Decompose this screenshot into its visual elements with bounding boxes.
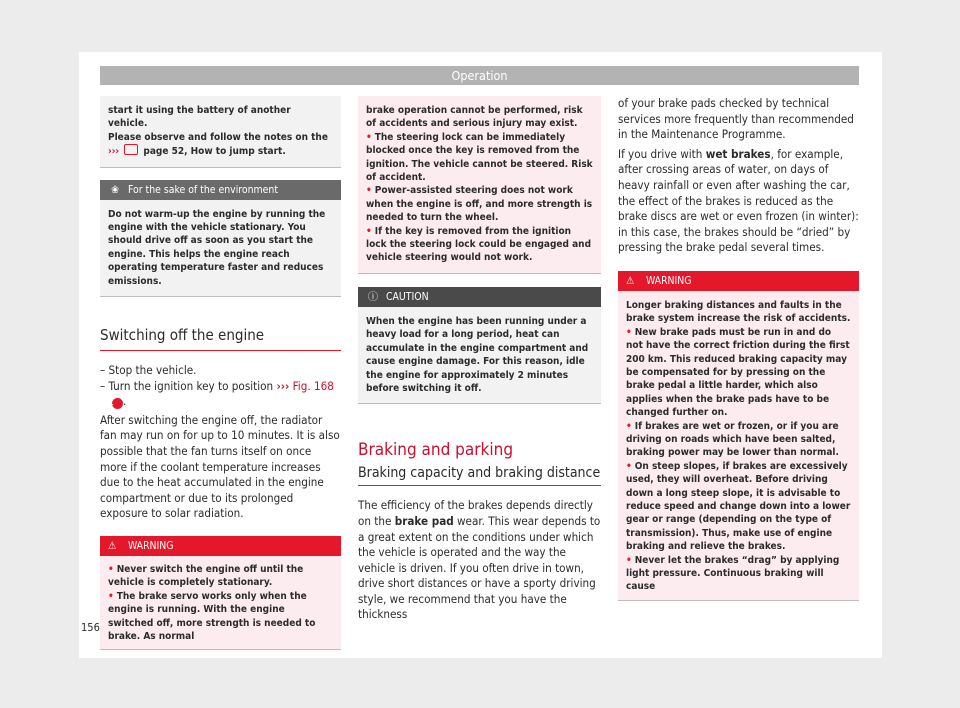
para-pre: The efficiency of the brakes depends directly on the [358, 498, 593, 528]
environment-text: Do not warm-up the engine by running the engine with the vehicle stationary. You should drive off as soon as you start the engine. This helps the engine reach operating temperature faster and reduces emissions. [108, 208, 326, 287]
page-link[interactable] [108, 144, 333, 158]
warning-2-bullet-3: • On steep slopes, if brakes are excessively used, they will overheat. Before driving down a long steep slope, it is advisable to reduce speed and change down into a lower gear or range (depending on the type of transmission). Thus, make use of engine braking and relieve the brakes. [626, 460, 851, 553]
column-3 [618, 96, 859, 601]
warning-cont-bullet-2-text: Power-assisted steering does not work when the engine is off, and more strength is needed to turn the wheel. [366, 185, 593, 224]
warning-box-2 [618, 271, 859, 601]
fig-link[interactable]: Fig. 168 [292, 378, 334, 393]
warning-1-bullet-2: • The brake servo works only when the engine is running. With the engine switched off, more strength is needed to brake. As normal [108, 590, 316, 643]
warning-2-bullet-2: • If brakes are wet or frozen, or if you are driving on roads which have been salted, braking power may be lower than normal. [626, 420, 839, 459]
warning-header-1 [100, 536, 341, 556]
col3-paragraph-1: of your brake pads checked by technical services more frequently than recommended in the Maintenance Programme. [618, 96, 854, 142]
warning-1-bullet-2-text: The brake servo works only when the engine is running. With the engine switched off, more strength is needed to brake. As normal [108, 590, 316, 643]
caution-text: When the engine has been running under a heavy load for a long period, heat can accumulate in the engine compartment and cause engine damage. For this reason, idle the engine for approximately 2 minutes before switching it off. [366, 315, 589, 394]
subsection-title: Braking capacity and braking distance [358, 465, 601, 486]
page-number: 156 [81, 621, 100, 634]
chapter-title: Braking and parking [358, 440, 514, 461]
environment-title: For the sake of the environment [128, 183, 279, 196]
page-ref-icon [124, 144, 138, 155]
warning-title-1: WARNING [128, 540, 174, 552]
warning-2-bullet-2-text: If brakes are wet or frozen, or if you are driving on roads which have been salted, braking power may be lower than normal. [626, 420, 839, 459]
warning-2-bullet-1-text: New brake pads must be run in and do not have the correct friction during the first 200 km. This reduced braking capacity may be compensated for by pressing on the brake pedal a little harder, which also applies when the brake pads have to be changed further on. [626, 326, 850, 419]
column-2 [358, 96, 601, 623]
col3-paragraph-2 [618, 147, 859, 256]
warning-2-intro: Longer braking distances and faults in the brake system increase the risk of accidents. [626, 299, 851, 325]
note-line-1: start it using the battery of another vehicle. [108, 105, 291, 130]
warning-triangle-icon: ⚠ [108, 540, 117, 552]
link-text: page 52, How to jump start. [143, 146, 286, 158]
caution-title: CAUTION [386, 290, 429, 303]
para2-bold: wet brakes [705, 146, 771, 161]
warning-1-bullet-1-text: Never switch the engine off until the vehicle is completely stationary. [108, 564, 304, 589]
page-header: Operation [100, 66, 859, 85]
warning-cont-bullet-3-text: If the key is removed from the ignition lock the steering lock could be engaged and vehicle steering would not work. [366, 225, 592, 264]
caution-box [358, 287, 601, 404]
step-2-text: – Turn the ignition key to position [100, 378, 274, 393]
warning-triangle-icon: ⚠ [626, 274, 635, 287]
para-post: wear. This wear depends to a great extent on the conditions under which the vehicle is operated and the way the vehicle is driven. If you often drive in town, drive short distances or have a sporty driving style, we recommend that you have the thickness [358, 513, 601, 622]
step-2: – Turn the ignition key to position ››› Fig. 168 1 . [100, 378, 334, 409]
link-arrows: ››› [108, 146, 120, 158]
column-1 [100, 96, 341, 650]
warning-2-bullet-4-text: Never let the brakes “drag” by applying light pressure. Continuous braking will cause [626, 554, 840, 593]
warning-cont-bullet-1: • The steering lock can be immediately blocked once the key is removed from the ignition. The vehicle cannot be steered. Risk of accident. [366, 131, 593, 184]
para-bold: brake pad [394, 513, 454, 528]
environment-header [100, 180, 341, 200]
warning-cont-bullet-1-text: The steering lock can be immediately blocked once the key is removed from the ignition. The vehicle cannot be steered. Risk of accident. [366, 131, 593, 184]
warning-cont-bullet-3: • If the key is removed from the ignition lock the steering lock could be engaged and vehicle steering would not work. [366, 225, 592, 264]
warning-title-2: WARNING [646, 274, 692, 287]
warning-2-bullet-4: • Never let the brakes “drag” by applying light pressure. Continuous braking will cause [626, 554, 840, 593]
fan-paragraph: After switching the engine off, the radiator fan may run on for up to 10 minutes. It is also possible that the fan turns itself on once more if the coolant temperature increases due to the heat accumulated in the engine compartment or due to its prolonged exposure to solar radiation. [100, 412, 340, 521]
info-circle-icon: ⓘ [367, 290, 379, 303]
fig-arrows: ››› [276, 378, 290, 393]
warning-1-bullet-1: • Never switch the engine off until the vehicle is completely stationary. [108, 564, 304, 589]
warning-box-1 [100, 536, 341, 650]
para2-post: , for example, after crossing areas of water, on days of heavy rainfall or even after washing the car, the effect of the brakes is reduced as the brake discs are wet or even frozen (in winter): in this case, the brakes should be “dried” by pressing the brake pedal several times. [618, 146, 859, 255]
warning-cont-bullet-2: • Power-assisted steering does not work when the engine is off, and more strength is needed to turn the wheel. [366, 185, 593, 224]
jump-start-note [100, 96, 341, 168]
para2-pre: If you drive with [618, 146, 703, 161]
warning-2-bullet-3-text: On steep slopes, if brakes are excessively used, they will overheat. Before driving down a long steep slope, it is advisable to reduce speed and change down into a lower gear or range (depending on the type of transmission). Thus, make use of engine braking and relieve the brakes. [626, 460, 851, 553]
warning-cont-text: brake operation cannot be performed, risk of accidents and serious injury may exist. [366, 105, 583, 130]
warning-continued-box [358, 96, 601, 274]
step-1: – Stop the vehicle. [100, 363, 197, 378]
warning-header-2 [618, 271, 859, 291]
flower-icon: ❀ [111, 183, 119, 196]
position-number: 1 [112, 398, 123, 409]
note-line-2: Please observe and follow the notes on the [108, 131, 328, 143]
section-title: Switching off the engine [100, 326, 341, 351]
warning-2-bullet-1: • New brake pads must be run in and do not have the correct friction during the first 200 km. This reduced braking capacity may be compensated for by pressing on the brake pedal a little harder, which also applies when the brake pads have to be changed further on. [626, 326, 850, 419]
brake-pad-paragraph [358, 498, 601, 623]
environment-box [100, 180, 341, 297]
caution-header [358, 287, 601, 307]
